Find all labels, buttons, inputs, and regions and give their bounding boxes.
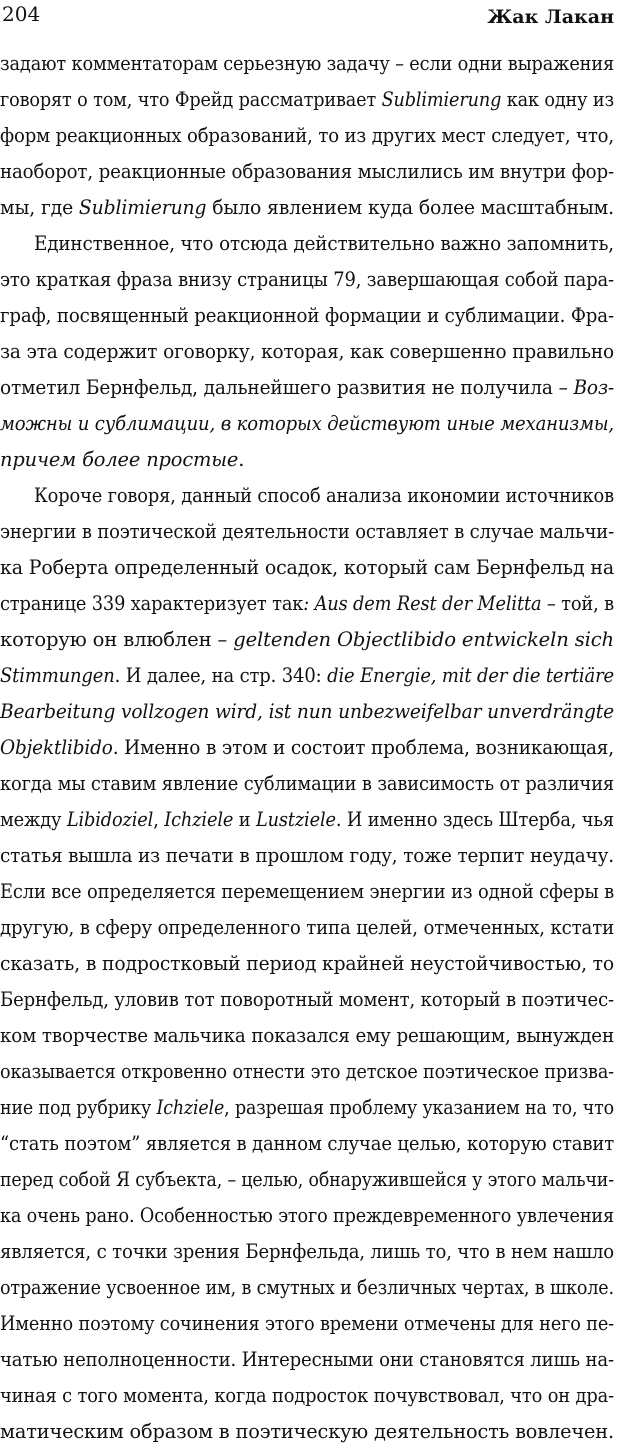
text-line-content — [0, 442, 244, 478]
text-run: за эта содержит оговорку, которая, как совершенно правильно — [0, 340, 615, 363]
text-run: , — [153, 808, 165, 831]
italic-phrase: geltenden Objectlibido entwickeln sich — [233, 628, 614, 651]
text-line — [0, 1270, 620, 1306]
text-line-content — [0, 262, 614, 298]
text-line-content — [0, 622, 614, 658]
text-line-content — [0, 1126, 614, 1162]
italic-phrase: Ichziele — [156, 1096, 225, 1119]
text-run: перед собой Я субъекта, – целью, обнаружившейся у этого мальчи- — [0, 1168, 614, 1191]
text-line-content — [0, 406, 614, 442]
text-line-content — [0, 946, 614, 982]
italic-phrase: можны и сублимации, в которых действуют иные механизмы, — [0, 412, 615, 435]
text-line-content — [0, 46, 614, 82]
text-line-content — [0, 1198, 614, 1234]
text-line-content — [0, 802, 614, 838]
page-header — [0, 0, 620, 40]
text-line-content — [0, 1090, 614, 1126]
text-run: . И именно здесь Штерба, чья — [335, 808, 614, 831]
text-line — [0, 1306, 620, 1342]
page-number: 204 — [2, 2, 41, 26]
text-run: “стать поэтом” является в данном случае целью, которую ставит — [0, 1132, 615, 1155]
text-line — [0, 226, 620, 262]
text-line-content — [0, 1018, 614, 1054]
text-line — [0, 658, 620, 694]
italic-phrase: Воз- — [573, 376, 615, 399]
text-run: . — [238, 448, 245, 471]
text-run: отражение усвоенное им, в смутных и безличных чертах, в школе. — [0, 1276, 614, 1299]
italic-phrase: Sublimierung — [381, 88, 502, 111]
text-run: ком творчестве мальчика показался ему решающим, вынужден — [0, 1024, 615, 1047]
text-line — [0, 982, 620, 1018]
text-line — [0, 154, 620, 190]
text-line — [0, 586, 620, 622]
italic-phrase: Stimmungen — [0, 664, 115, 687]
text-line-content — [0, 766, 614, 802]
text-line — [0, 442, 620, 478]
text-line-content — [0, 1342, 614, 1378]
text-run: это краткая фраза внизу страницы 79, завершающая собой пара- — [0, 268, 614, 291]
italic-phrase: Sublimierung — [78, 196, 207, 219]
text-line-content — [0, 1414, 614, 1450]
text-run: и — [233, 808, 256, 831]
text-run: граф, посвященный реакционной формации и сублимации. Фра- — [0, 304, 614, 327]
text-line — [0, 370, 620, 406]
text-run: статья вышла из печати в прошлом году, тоже терпит неудачу. — [0, 844, 615, 867]
text-line — [0, 406, 620, 442]
text-line — [0, 334, 620, 370]
text-line — [0, 946, 620, 982]
italic-phrase: Libidoziel — [66, 808, 154, 831]
text-run: мы, где — [0, 196, 79, 219]
text-run: является, с точки зрения Бернфельда, лишь то, что в нем нашло — [0, 1240, 615, 1263]
text-line-content — [0, 838, 614, 874]
text-line — [0, 1378, 620, 1414]
text-line — [0, 1090, 620, 1126]
text-line-content — [0, 658, 614, 694]
text-line — [0, 1126, 620, 1162]
text-run: энергии в поэтической деятельности оставляет в случае мальчи- — [0, 520, 615, 543]
text-line — [0, 262, 620, 298]
body-text — [0, 46, 620, 1450]
text-run: ка Роберта определенный осадок, который сам Бернфельд на — [0, 556, 614, 579]
text-run: странице 339 характеризует так — [0, 592, 304, 615]
text-run: наоборот, реакционные образования мыслились им внутри фор- — [0, 160, 614, 183]
text-run: Именно поэтому сочинения этого времени отмечены для него пе- — [0, 1312, 615, 1335]
text-line-content — [0, 370, 614, 406]
text-run: . И далее, на стр. 340: — [114, 664, 328, 687]
text-run: , разрешая проблему указанием на то, что — [224, 1096, 615, 1119]
text-line — [0, 478, 620, 514]
text-line-content — [0, 1270, 614, 1306]
text-line — [0, 838, 620, 874]
text-line-content — [0, 334, 614, 370]
text-line-content — [0, 1234, 614, 1270]
text-line — [0, 190, 620, 226]
text-run: Бернфельд, уловив тот поворотный момент, который в поэтичес- — [0, 988, 614, 1011]
text-run: как одну из — [501, 88, 614, 111]
text-line — [0, 766, 620, 802]
text-run: было явлением куда более масштабным. — [206, 196, 614, 219]
text-line-content — [0, 694, 614, 730]
text-line — [0, 802, 620, 838]
text-run: говорят о том, что Фрейд рассматривает — [0, 88, 382, 111]
text-line-content — [0, 190, 614, 226]
text-line-content — [0, 154, 614, 190]
text-run: отметил Бернфельд, дальнейшего развития не получила – — [0, 376, 574, 399]
text-line — [0, 46, 620, 82]
text-line-content — [0, 118, 614, 154]
text-line — [0, 1414, 620, 1450]
italic-phrase: причем более простые — [0, 448, 239, 471]
text-line — [0, 694, 620, 730]
text-line — [0, 730, 620, 766]
text-run: чиная с того момента, когда подросток почувствовал, что он дра- — [0, 1384, 614, 1407]
text-line — [0, 1234, 620, 1270]
italic-phrase: Objektlibido — [0, 736, 113, 759]
text-run: когда мы ставим явление сублимации в зависимость от различия — [0, 772, 615, 795]
text-run: форм реакционных образований, то из других мест следует, что, — [0, 124, 615, 147]
text-run: задают комментаторам серьезную задачу – если одни выражения — [0, 52, 615, 75]
text-line-content — [0, 550, 614, 586]
text-line — [0, 622, 620, 658]
text-line-content — [0, 82, 614, 118]
text-line — [0, 910, 620, 946]
text-line — [0, 1054, 620, 1090]
italic-phrase: Ichziele — [164, 808, 234, 831]
text-line-content — [0, 874, 614, 910]
text-line — [0, 82, 620, 118]
text-line-content — [0, 586, 614, 622]
running-title: Жак Лакан — [487, 6, 614, 28]
italic-phrase: die Energie, mit der die tertiäre — [327, 664, 615, 687]
text-line-content — [0, 982, 614, 1018]
text-line-content — [0, 1054, 614, 1090]
text-line-content — [0, 1306, 614, 1342]
text-line — [0, 550, 620, 586]
text-line-content — [34, 478, 614, 514]
italic-phrase: Bearbeitung vollzogen wird, ist nun unbezweifelbar unverdrängte — [0, 700, 615, 723]
text-run: оказывается откровенно отнести это детское поэтическое призва- — [0, 1060, 614, 1083]
text-line — [0, 514, 620, 550]
text-line-content — [0, 514, 614, 550]
text-line — [0, 1018, 620, 1054]
text-line-content — [0, 1378, 614, 1414]
text-run: ние под рубрику — [0, 1096, 157, 1119]
text-run: между — [0, 808, 67, 831]
text-line — [0, 1198, 620, 1234]
text-line-content — [0, 1162, 614, 1198]
text-run: ка очень рано. Особенностью этого преждевременного увлечения — [0, 1204, 614, 1227]
text-line — [0, 1162, 620, 1198]
text-line-content — [34, 226, 614, 262]
text-line-content — [0, 730, 614, 766]
text-run: матическим образом в поэтическую деятельность вовлечен. — [0, 1420, 615, 1443]
text-line — [0, 298, 620, 334]
text-run: сказать, в подростковый период крайней неустойчивостью, то — [0, 952, 615, 975]
text-run: чатью неполноценности. Интересными они становятся лишь на- — [0, 1348, 614, 1371]
text-line — [0, 118, 620, 154]
text-line-content — [0, 910, 614, 946]
italic-phrase: : Aus dem Rest der Melitta — [303, 592, 542, 615]
text-run: которую он влюблен – — [0, 628, 234, 651]
text-run: . Именно в этом и состоит проблема, возникающая, — [112, 736, 614, 759]
text-run: Короче говоря, данный способ анализа икономии источников — [34, 484, 615, 507]
text-line — [0, 874, 620, 910]
text-run: Единственное, что отсюда действительно важно запомнить, — [34, 232, 614, 255]
text-run: – той, в — [541, 592, 614, 615]
text-run: другую, в сферу определенного типа целей, отмеченных, кстати — [0, 916, 615, 939]
text-line — [0, 1342, 620, 1378]
italic-phrase: Lustziele — [255, 808, 336, 831]
text-line-content — [0, 298, 614, 334]
text-run: Если все определяется перемещением энергии из одной сферы в — [0, 880, 615, 903]
